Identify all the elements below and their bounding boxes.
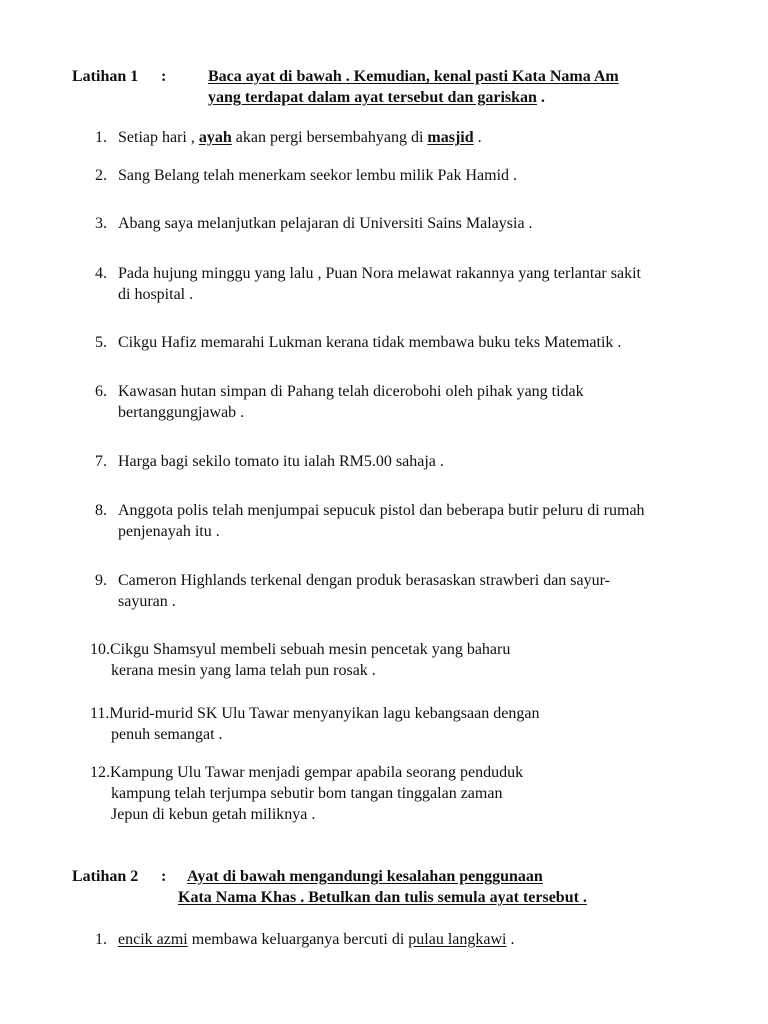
underlined-noun: ayah — [198, 129, 232, 146]
item-text: membawa keluarganya bercuti di — [191, 931, 405, 948]
latihan2-instruction-line1: Ayat di bawah mengandungi kesalahan penggunaan — [187, 868, 543, 885]
item-text: . — [477, 129, 482, 146]
list-item-number: 6. — [95, 383, 107, 400]
list-item: Pada hujung minggu yang lalu , Puan Nora melawat rakannya yang terlantar sakit — [118, 265, 641, 282]
underlined-noun: masjid — [427, 129, 474, 146]
latihan1-instruction-line2-wrap — [208, 88, 545, 108]
list-item-continuation: kampung telah terjumpa sebutir bom tangan tinggalan zaman — [111, 785, 503, 802]
item-text: Murid-murid SK Ulu Tawar menyanyikan lagu kebangsaan dengan — [109, 705, 540, 722]
underlined-noun: encik azmi — [118, 931, 188, 948]
list-item-number: 5. — [95, 334, 107, 351]
list-item — [90, 640, 510, 660]
list-item — [118, 128, 482, 148]
list-item — [118, 930, 514, 950]
list-item-number: 12. — [90, 764, 110, 781]
list-item-continuation: penuh semangat . — [111, 726, 223, 743]
list-item — [90, 763, 523, 783]
list-item — [90, 704, 539, 724]
list-item-number: 1. — [95, 931, 107, 948]
item-text: akan pergi bersembahyang di — [235, 129, 424, 146]
latihan1-instruction-end: . — [540, 89, 545, 106]
latihan1-instruction-line2: yang terdapat dalam ayat tersebut dan gariskan — [208, 89, 537, 106]
list-item-continuation: di hospital . — [118, 286, 194, 303]
list-item: Abang saya melanjutkan pelajaran di Universiti Sains Malaysia . — [118, 215, 533, 232]
list-item-number: 10. — [90, 641, 110, 658]
list-item-number: 1. — [95, 129, 107, 146]
list-item-number: 11. — [90, 705, 110, 722]
latihan2-label: Latihan 2 — [72, 868, 139, 885]
list-item: Harga bagi sekilo tomato itu ialah RM5.00 sahaja . — [118, 453, 444, 470]
item-text: . — [510, 931, 515, 948]
list-item-number: 7. — [95, 453, 107, 470]
latihan2-instruction-line2: Kata Nama Khas . Betulkan dan tulis semula ayat tersebut . — [178, 889, 587, 906]
list-item-number: 3. — [95, 215, 107, 232]
latihan2-colon: : — [161, 868, 167, 885]
list-item: Kawasan hutan simpan di Pahang telah dicerobohi oleh pihak yang tidak — [118, 383, 584, 400]
list-item-number: 2. — [95, 167, 107, 184]
list-item: Anggota polis telah menjumpai sepucuk pistol dan beberapa butir peluru di rumah — [118, 502, 645, 519]
list-item-continuation: Jepun di kebun getah miliknya . — [111, 806, 316, 823]
list-item-continuation: kerana mesin yang lama telah pun rosak . — [111, 662, 376, 679]
list-item-continuation: bertanggungjawab . — [118, 404, 245, 421]
list-item-number: 9. — [95, 572, 107, 589]
list-item-continuation: sayuran . — [118, 593, 176, 610]
list-item-number: 4. — [95, 265, 107, 282]
list-item-number: 8. — [95, 502, 107, 519]
list-item: Cameron Highlands terkenal dengan produk berasaskan strawberi dan sayur- — [118, 572, 610, 589]
list-item: Cikgu Hafiz memarahi Lukman kerana tidak membawa buku teks Matematik . — [118, 334, 622, 351]
latihan1-colon: : — [161, 68, 167, 85]
item-text: Cikgu Shamsyul membeli sebuah mesin pencetak yang baharu — [110, 641, 511, 658]
latihan1-label: Latihan 1 — [72, 68, 139, 85]
list-item: Sang Belang telah menerkam seekor lembu milik Pak Hamid . — [118, 167, 518, 184]
latihan1-instruction-line1: Baca ayat di bawah . Kemudian, kenal pasti Kata Nama Am — [208, 68, 619, 85]
underlined-noun: pulau langkawi — [408, 931, 507, 948]
item-text: Setiap hari , — [118, 129, 195, 146]
list-item-continuation: penjenayah itu . — [118, 523, 220, 540]
item-text: Kampung Ulu Tawar menjadi gempar apabila seorang penduduk — [110, 764, 524, 781]
